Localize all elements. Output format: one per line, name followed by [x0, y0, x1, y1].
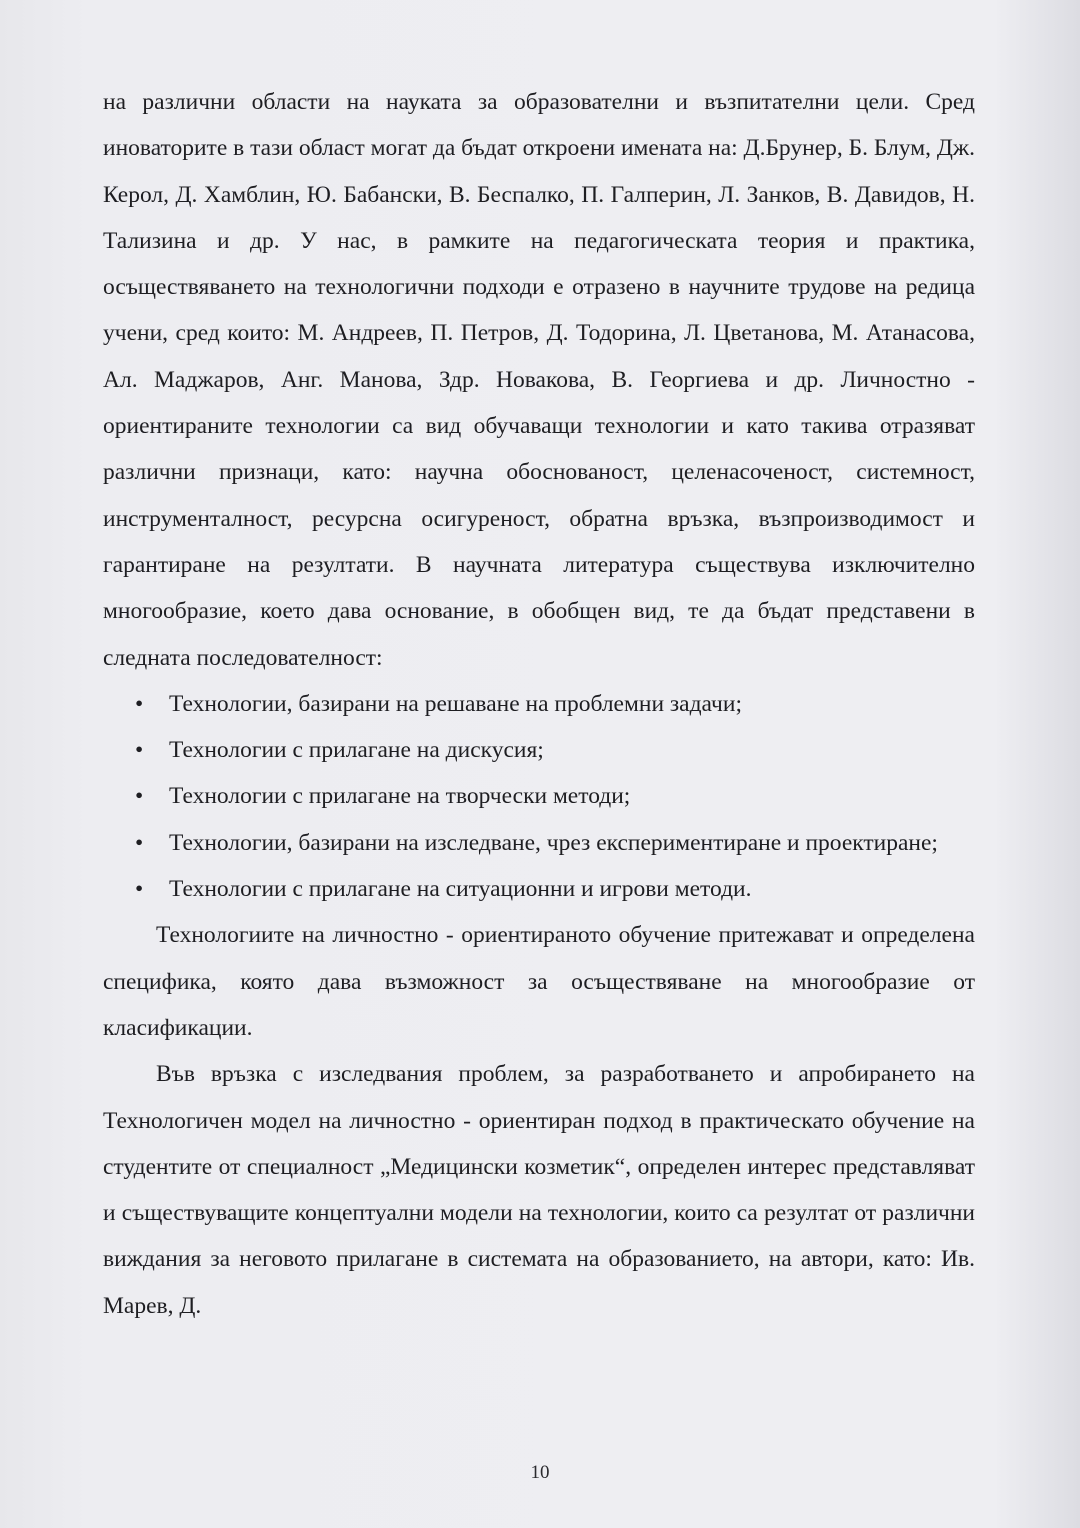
- technology-list: [103, 681, 975, 912]
- list-item: • Технологии с прилагане на творчески методи;: [169, 773, 975, 819]
- list-item: • Технологии с прилагане на дискусия;: [169, 727, 975, 773]
- paragraph-intro: на различни области на науката за образователни и възпитателни цели. Сред иноваторите в тази област могат да бъдат откроени имената на: Д.Брунер, Б. Блум, Дж. Керол, Д. Хамблин, Ю. Бабански, В. Беспалко, П. Галперин, Л. Занков, В. Давидов, Н. Тализина и др. У нас, в рамките на педагогическата теория и практика, осъществяването на технологични подходи е отразено в научните трудове на редица учени, сред които: М. Андреев, П. Петров, Д. Тодорина, Л. Цветанова, М. Атанасова, Ал. Маджаров, Анг. Манова, Здр. Новакова, В. Георгиева и др. Личностно - ориентираните технологии са вид обучаващи технологии и като такива отразяват различни признаци, като: научна обоснованост, целенасоченост, системност, инструменталност, ресурсна осигуреност, обратна връзка, възпроизводимост и гарантиране на резултати. В научната литература съществува изключително многообразие, което дава основание, в обобщен вид, те да бъдат представени в следната последователност:: [103, 89, 975, 671]
- paragraph-specifics: Технологиите на личностно - ориентираното обучение притежават и определена специфика, която дава възможност за осъществяване на многообразие от класификации.: [103, 922, 975, 1041]
- page-number: 10: [530, 1462, 550, 1483]
- list-item: • Технологии с прилагане на ситуационни и игрови методи.: [169, 866, 975, 912]
- list-item: • Технологии, базирани на изследване, чрез експериментиране и проектиране;: [169, 820, 975, 866]
- paragraph-research-problem: Във връзка с изследвания проблем, за разработването и апробирането на Технологичен модел на личностно - ориентиран подход в практическато обучение на студентите от специалност „Медицински козметик“, определен интерес представляват и съществуващите концептуални модели на технологии, които са резултат от различни виждания за неговото прилагане в системата на образованието, на автори, като: Ив. Марев, Д.: [103, 1061, 975, 1319]
- list-item: • Технологии, базирани на решаване на проблемни задачи;: [169, 681, 975, 727]
- body-text: [103, 79, 975, 1329]
